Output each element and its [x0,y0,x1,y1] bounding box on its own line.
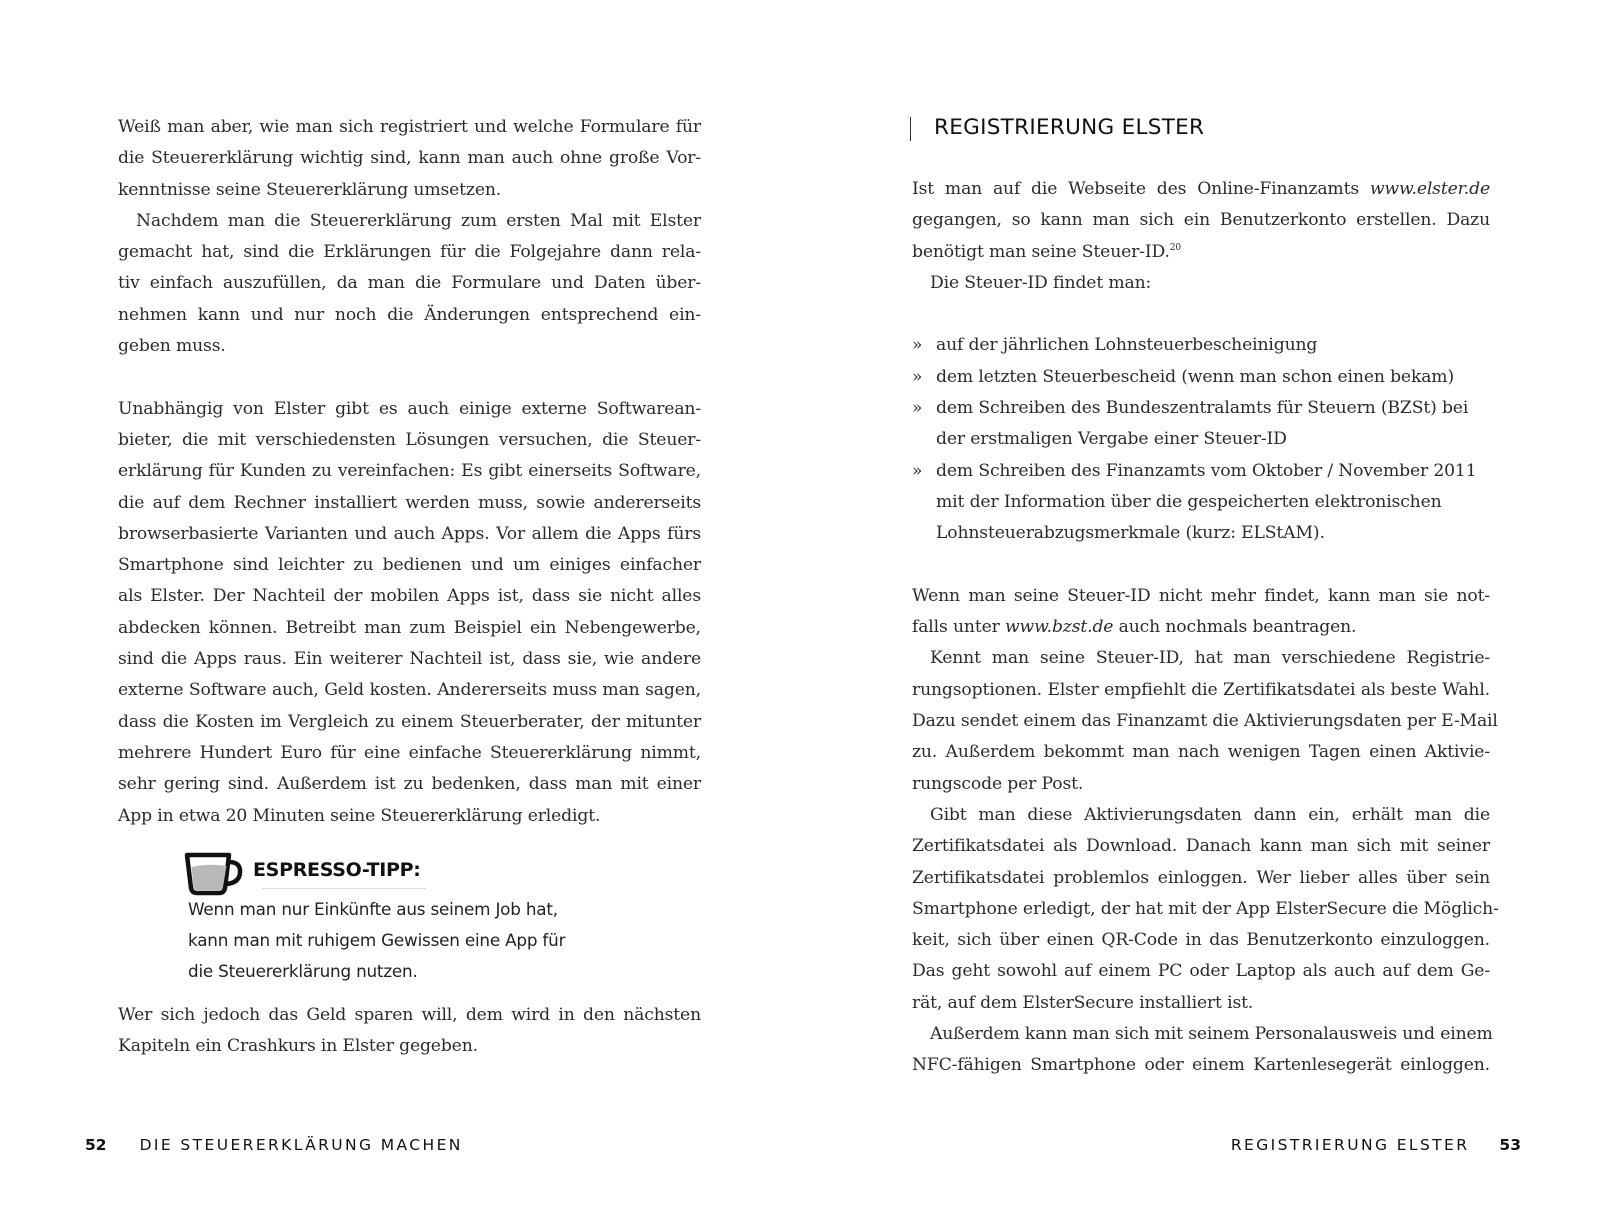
text-line: Kennt man seine Steuer-ID, hat man verschiedene Registrie- [930,648,1490,669]
list-item-text: Lohnsteuerabzugsmerkmale (kurz: ELStAM). [936,523,1325,544]
text-line: Außerdem kann man sich mit seinem Personalausweis und einem [930,1024,1493,1045]
text-line: Unabhängig von Elster gibt es auch einige externe Softwarean- [118,398,701,419]
right-page [803,0,1606,1211]
section-heading [910,117,1204,141]
paragraph-gap [912,550,1490,581]
text-line: dass die Kosten im Vergleich zu einem Steuerberater, der mitunter [118,711,701,732]
text-line: bieter, die mit verschiedensten Lösungen versuchen, die Steuer- [118,429,701,450]
bullet-guillemet-icon: » [912,398,923,419]
paragraph [912,800,1499,1019]
section-heading-text: REGISTRIERUNG ELSTER [934,115,1205,140]
text-line: zu. Außerdem bekommt man nach wenigen Tagen einen Aktivie- [912,742,1490,763]
text-line: App in etwa 20 Minuten seine Steuererklärung erledigt. [118,805,601,826]
bullet-guillemet-icon: » [912,335,923,356]
text-line: erklärung für Kunden zu vereinfachen: Es gibt einerseits Software, [118,461,701,482]
text-line: geben muss. [118,336,226,357]
list-item-text: der erstmaligen Vergabe einer Steuer-ID [936,429,1287,450]
left-page-footer [85,1135,463,1155]
list-item [912,393,1490,456]
text-line: Gibt man diese Aktivierungsdaten dann ein, erhält man die [930,804,1490,825]
text-line: mehrere Hundert Euro für eine einfache Steuererklärung nimmt, [118,742,701,763]
text-line: die auf dem Rechner installiert werden muss, sowie andererseits [118,492,701,513]
steuer-id-source-list [912,330,1490,549]
paragraph [912,643,1498,799]
text-run: benötigt man seine Steuer-ID. [912,241,1170,262]
text-run: auch nochmals beantragen. [1113,617,1357,638]
lost-id-paragraph [912,581,1490,644]
text-line: Zertifikatsdatei problemlos einloggen. Wer lieber alles über sein [912,867,1490,888]
page-number: 52 [85,1136,107,1154]
text-line: keit, sich über einen QR-Code in das Benutzerkonto einzuloggen. [912,930,1490,951]
text-line [912,174,1490,205]
text-line: Dazu sendet einem das Finanzamt die Aktivierungsdaten per E-Mail [912,711,1498,732]
text-line: kenntnisse seine Steuererklärung umsetzen. [118,179,502,200]
paragraph-gap [912,299,1490,330]
text-line: rät, auf dem ElsterSecure installiert ist. [912,992,1254,1013]
text-line: externe Software auch, Geld kosten. Andererseits muss man sagen, [118,680,701,701]
bullet-guillemet-icon: » [912,366,923,387]
text-line: abdecken können. Betreibt man zum Beispiel ein Nebengewerbe, [118,617,701,638]
text-line: Die Steuer-ID findet man: [930,272,1152,293]
text-line: Nachdem man die Steuererklärung zum ersten Mal mit Elster [136,210,701,231]
text-line: Wer sich jedoch das Geld sparen will, dem wird in den nächsten [118,1004,701,1025]
right-page-footer [1231,1135,1521,1155]
text-line: gemacht hat, sind die Erklärungen für die Folgejahre dann rela- [118,242,701,263]
text-line: rungscode per Post. [912,773,1084,794]
text-line: sind die Apps raus. Ein weiterer Nachteil ist, dass sie, wie andere [118,649,701,670]
closing-paragraph [118,1000,701,1063]
espresso-tip-box [183,850,701,1000]
list-item [912,456,1490,550]
list-item-text: dem letzten Steuerbescheid (wenn man schon einen bekam) [936,366,1455,387]
list-item [912,330,1490,361]
text-line: rungsoptionen. Elster empfiehlt die Zertifikatsdatei als beste Wahl. [912,679,1490,700]
tip-dotted-rule [263,888,425,889]
tip-title: ESPRESSO-TIPP: [253,858,421,881]
text-line: Smartphone sind leichter zu bedienen und um einiges einfacher [118,555,701,576]
paragraph [118,394,701,832]
text-line: nehmen kann und nur noch die Änderungen entsprechend ein- [118,304,701,325]
text-run: Ist man auf die Webseite des Online-Finanzamts [912,179,1370,199]
text-line: tiv einfach auszufüllen, da man die Formulare und Daten über- [118,273,701,294]
text-line: browserbasierte Varianten und auch Apps. Vor allem die Apps fürs [118,523,701,544]
list-item-text: dem Schreiben des Finanzamts vom Oktober / November 2011 [936,460,1477,481]
text-line: die Steuererklärung wichtig sind, kann man auch ohne große Vor- [118,148,701,169]
text-line: als Elster. Der Nachteil der mobilen Apps ist, dass sie nicht alles [118,586,701,607]
list-item-text: auf der jährlichen Lohnsteuerbescheinigung [936,335,1318,356]
text-line: gegangen, so kann man sich ein Benutzerkonto erstellen. Dazu [912,210,1490,231]
left-page-body [118,112,701,1062]
text-run: falls unter [912,617,1005,638]
text-line: Zertifikatsdatei als Download. Danach kann man sich mit seiner [912,836,1490,857]
list-item-text: mit der Information über die gespeicherten elektronischen [936,491,1442,512]
espresso-cup-icon [183,850,245,896]
text-line: Weiß man aber, wie man sich registriert und welche Formulare für [118,117,701,137]
tip-line: die Steuererklärung nutzen. [188,961,418,982]
paragraph [118,112,701,206]
list-item-text: dem Schreiben des Bundeszentralamts für Steuern (BZSt) bei [936,398,1469,419]
tip-line: Wenn man nur Einkünfte aus seinem Job hat, [188,898,558,919]
list-item [912,362,1490,393]
bullet-guillemet-icon: » [912,460,923,481]
text-line: sehr gering sind. Außerdem ist zu bedenken, dass man mit einer [118,774,701,795]
text-line: Wenn man seine Steuer-ID nicht mehr findet, kann man sie not- [912,585,1490,606]
paragraph-gap [118,362,701,393]
intro-paragraph [912,174,1490,299]
text-line: NFC-fähigen Smartphone oder einem Kartenlesegerät einloggen. [912,1055,1490,1076]
bzst-url[interactable]: www.bzst.de [1004,617,1114,638]
page-number: 53 [1499,1136,1521,1154]
running-head: REGISTRIERUNG ELSTER [1230,1136,1470,1154]
running-head: DIE STEUERERKLÄRUNG MACHEN [139,1136,463,1154]
text-line [912,612,1490,643]
elster-url[interactable]: www.elster.de [1369,179,1490,199]
tip-line: kann man mit ruhigem Gewissen eine App für [188,930,566,951]
paragraph [118,206,701,362]
text-line: Smartphone erledigt, der hat mit der App ElsterSecure die Möglich- [912,898,1499,919]
text-line: Kapiteln ein Crashkurs in Elster gegeben. [118,1036,478,1057]
text-line: Das geht sowohl auf einem PC oder Laptop als auch auf dem Ge- [912,961,1490,982]
text-line [912,237,1490,268]
paragraph [912,1019,1493,1082]
tip-body [188,894,618,988]
right-page-body [912,174,1499,1082]
footnote-marker[interactable]: 20 [1169,242,1181,253]
